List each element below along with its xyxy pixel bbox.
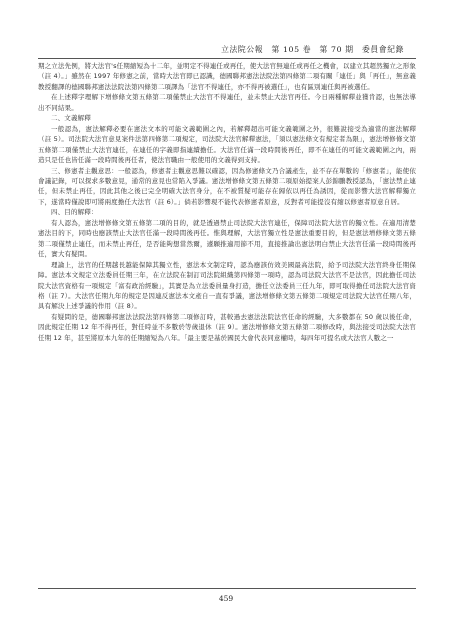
page-number: 459: [218, 594, 234, 603]
paragraph: 理論上，法官的任期越長越能保障其獨立性，憲法本文制定時，認為應該仿效美國最高法院，給予司法院大法官終身任期保障。憲法本文規定立法委員任期三年，在立法院在制訂司法院組織第四條第一項時，認為司法院大法官不是法官，因此擔任司法院大法官資格有一項規定「富有政治經驗」，其實是為立法委員量身打造，擔任立法委員三任九年，即可取得擔任司法院大法官資格（註 7）。大法官任期九年的規定是因連反憲法本文產自一直有爭議，憲法增修條文第五條第二項規定司法院大法官任期八年，具有解決上述爭議的作用（註 8）。: [38, 260, 416, 311]
paragraph: 有疑問的是，德國聯邦憲法法院法第四條第二項修訂時，甚較過去憲法法院法官任命的經驗，大多數都在 50 歲以後任命，因此規定任期 12 年不得再任，對任時並不多數於等歲退休（註 9）。憲法增修條文第五條第二項修改時，與法接受司法院大法官任期 12 年，甚至將原本九年的任期縮短為八年。「最主要是基於國民大會代表同意權時，每四年可提名或大法官人數之一: [38, 312, 416, 342]
paragraph: 在上述釋字理解下增修條文第五條第二項僅禁止大法官不得連任，並未禁止大法官再任。今日兩種解釋並獲肯認，也無法導出不同結果。: [38, 93, 416, 112]
paragraph: 三、修憲者主觀意思：一般認為，修憲者主觀意思難以確認，因為修憲條文乃合議產生，並不存在單數的「修憲者」，能使依會議記錄，可以探求多數意見，通常的意見也常陷入爭議。憲法增修條文第五條第二項原始提案人彭錦鵬教授認為，「憲法禁止連任，但未禁止再任，因此其他之後已完全明確大法官身分，在不被質疑可能存在歸依以再任為誘因，從而影響大法官解釋獨立下，遂當時僅說即可將兩度擔任大法官（註 6）。」倘若影響現不能代表修憲者原意，反對者可能提沒有縮以修憲者原意自居。: [38, 166, 416, 206]
body-text: [38, 61, 416, 343]
paragraph: 期之立法先例，將大法官's任期縮短為十二年，並明定不得連任或再任，使大法官無連任或再任之機會，以建立其超然獨立之形象（註 4）。」雖然在 1997 年修憲之前，當時大法官即已認識，德國聯邦憲法法院法第四條第二項有關「連任」與「再任」，無意義教授翻譯的德國聯邦憲法法院法第四條第二項譯為「法官不得連任，亦不得再被選任」，也有區別連任與再被選任。: [38, 62, 416, 91]
section-heading: 四、目的解釋：: [51, 208, 98, 217]
section-heading: 二、文義解釋: [51, 114, 91, 123]
paragraph: 一般認為，憲法解釋必要在憲法文本的可能文義範圍之內，若解釋超出可能文義範圍之外，很難說接受為適當的憲法解釋（註 5）。司法院大法官意見案件法第四條第二項規定，司法院大法官解釋憲法，「須以憲法條文有規定者為限」，憲法增修條文第五條第二項僅禁止大法官連任，在連任的字義即指連續擔任。大法官任滿一段時間後再任，即不在連任的可能文義範圍之內，兩造只是任也皆任滿一段時間後再任者，使法官職由一般使用的文義得到支持。: [38, 124, 416, 165]
paragraph: 有人認為，憲法增修條文第五條第二項的目的，就是透過禁止司法院大法官連任，保障司法院大法官的獨立性。在適用清楚憲法目的下，同時也應該禁止大法官任滿一段時間後再任。惟與理解，大法官獨立性是憲法重要目的，但是憲法增修條文第五條第二項僅禁止連任，而未禁止再任，是否能夠想當然爾，遽願推適用節不用，直接推論出憲法明白禁止大法官任滿一段時間後再任，實大有疑問。: [38, 218, 416, 259]
header-divider: [38, 58, 416, 59]
footer-divider: [38, 588, 416, 589]
running-header: 立法院公報 第 105 卷 第 70 期 委員會紀錄: [221, 45, 404, 54]
